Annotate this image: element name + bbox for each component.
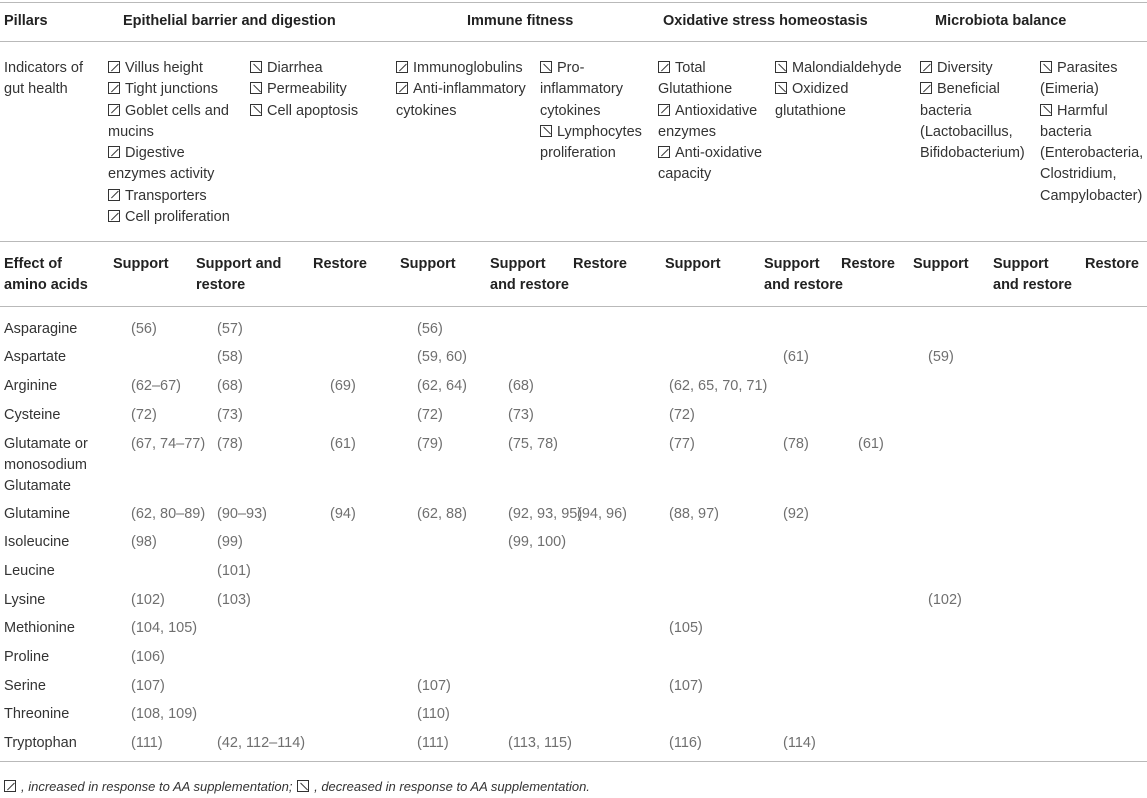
effect-column-header xyxy=(841,254,895,275)
amino-acid-name xyxy=(4,434,88,497)
effect-column-header xyxy=(1085,254,1139,275)
decrease-arrow-icon xyxy=(250,82,262,94)
effect-column-line1: Support xyxy=(764,256,820,272)
reference-cell: (79) xyxy=(417,436,443,452)
pillars-label: Pillars xyxy=(4,13,48,29)
reference-cell: (77) xyxy=(669,436,695,452)
indicator-text: (Enterobacteria, xyxy=(1040,145,1144,162)
indicator-line xyxy=(775,58,902,79)
effect-column-line1: Restore xyxy=(841,256,895,272)
effect-column-line1: Support xyxy=(400,256,456,272)
decrease-arrow-icon xyxy=(1040,61,1052,73)
indicator-text: Bifidobacterium) xyxy=(920,145,1025,162)
reference-cell: (110) xyxy=(417,706,450,722)
effect-column-header xyxy=(196,254,281,296)
effect-column-header xyxy=(313,254,367,275)
rule-pillars xyxy=(0,41,1147,42)
reference-cell: (94) xyxy=(330,506,356,522)
indicator-line xyxy=(658,143,762,164)
effect-label-1: Effect of xyxy=(4,256,62,272)
amino-acid-name-line: Aspartate xyxy=(4,349,67,365)
pillar-microbiota: Microbiota balance xyxy=(935,13,1067,29)
increase-arrow-icon xyxy=(108,82,120,94)
indicator-line xyxy=(108,79,230,100)
indicator-line xyxy=(540,101,642,122)
indicator-line xyxy=(250,79,358,100)
indicator-text: Cell proliferation xyxy=(125,209,230,226)
reference-cell: (61) xyxy=(783,349,809,365)
indicator-line xyxy=(396,58,526,79)
indicators-label-2: gut health xyxy=(4,81,68,97)
effect-column-header xyxy=(113,254,169,275)
amino-acid-name-line: Glutamine xyxy=(4,506,71,522)
reference-cell: (105) xyxy=(669,620,703,636)
effect-column-line2: restore xyxy=(196,277,246,293)
indicator-line xyxy=(920,79,1025,100)
indicator-text: capacity xyxy=(658,166,712,183)
reference-cell: (59) xyxy=(928,349,954,365)
footnote xyxy=(4,778,590,796)
rule-indicators xyxy=(0,241,1147,242)
amino-acid-name xyxy=(4,647,49,668)
indicator-text: Digestive xyxy=(125,145,185,162)
reference-cell: (72) xyxy=(417,407,443,423)
reference-cell: (78) xyxy=(217,436,243,452)
reference-cell: (101) xyxy=(217,563,251,579)
indicator-line xyxy=(108,143,230,164)
indicator-line xyxy=(1040,164,1143,185)
rule-top xyxy=(0,2,1147,3)
indicator-text: Tight junctions xyxy=(125,81,218,98)
amino-acid-name xyxy=(4,532,69,553)
amino-acid-name xyxy=(4,319,77,340)
amino-acid-name-line: Tryptophan xyxy=(4,735,77,751)
reference-cell: (106) xyxy=(131,649,165,665)
indicator-text: Goblet cells and xyxy=(125,102,229,119)
indicators-label-1: Indicators of xyxy=(4,60,83,76)
decrease-arrow-icon xyxy=(250,104,262,116)
effect-column-line2: and restore xyxy=(993,277,1072,293)
amino-acid-name xyxy=(4,376,57,397)
amino-acid-name-line: Lysine xyxy=(4,592,46,608)
reference-cell: (78) xyxy=(783,436,809,452)
amino-acid-name-line: Arginine xyxy=(4,378,58,394)
indicator-group xyxy=(540,58,642,164)
indicator-text: glutathione xyxy=(775,102,846,119)
reference-cell: (72) xyxy=(669,407,695,423)
reference-cell: (116) xyxy=(669,735,702,751)
indicator-line xyxy=(1040,122,1143,143)
amino-acid-name xyxy=(4,347,66,368)
indicator-text: Diversity xyxy=(937,60,993,76)
indicator-text: (Eimeria) xyxy=(1040,81,1099,98)
amino-acid-name-line: Isoleucine xyxy=(4,534,70,550)
indicator-line xyxy=(920,143,1025,164)
amino-acid-name xyxy=(4,561,55,582)
reference-cell: (75, 78) xyxy=(508,436,558,452)
pillar-epithelial: Epithelial barrier and digestion xyxy=(123,13,336,29)
effect-column-header xyxy=(764,254,843,296)
amino-acid-name-line: Cysteine xyxy=(4,407,61,423)
indicator-line xyxy=(658,164,762,185)
reference-cell: (114) xyxy=(783,735,816,751)
indicator-line xyxy=(658,58,762,79)
reference-cell: (98) xyxy=(131,534,157,550)
indicator-text: Anti-oxidative xyxy=(675,145,763,162)
indicator-line xyxy=(250,101,358,122)
indicator-line xyxy=(775,101,902,122)
indicator-text: enzymes xyxy=(658,123,717,140)
pillar-immune: Immune fitness xyxy=(467,13,574,29)
indicator-line xyxy=(108,164,230,185)
indicator-text: Pro- xyxy=(557,60,585,76)
amino-acid-name-line: Glutamate xyxy=(4,478,71,494)
indicator-group xyxy=(396,58,526,122)
indicator-group xyxy=(108,58,230,228)
indicator-text: cytokines xyxy=(540,102,601,119)
effect-column-line1: Support xyxy=(993,256,1049,272)
effect-column-line2: and restore xyxy=(490,277,569,293)
reference-cell: (111) xyxy=(417,735,449,751)
indicator-text: Villus height xyxy=(125,60,203,76)
indicator-line xyxy=(540,122,642,143)
effect-label-2: amino acids xyxy=(4,277,88,293)
effect-column-header xyxy=(665,254,721,275)
indicator-text: bacteria xyxy=(1040,123,1092,140)
indicator-text: cytokines xyxy=(396,102,457,119)
indicator-line xyxy=(1040,101,1143,122)
increase-arrow-icon xyxy=(920,61,932,73)
indicator-line xyxy=(108,58,230,79)
effect-column-line1: Restore xyxy=(573,256,627,272)
indicator-text: Transporters xyxy=(125,187,207,204)
indicator-text: bacteria xyxy=(920,102,972,119)
amino-acid-name xyxy=(4,733,77,754)
indicator-line xyxy=(1040,143,1143,164)
reference-cell: (92) xyxy=(783,506,809,522)
indicator-line xyxy=(108,207,230,228)
indicator-line xyxy=(1040,58,1143,79)
indicator-group xyxy=(658,58,762,186)
indicator-text: (Lactobacillus, xyxy=(920,123,1013,140)
footnote-decreased: , decreased in response to AA supplementation. xyxy=(314,779,590,794)
increase-arrow-icon xyxy=(108,210,120,222)
indicator-line xyxy=(540,58,642,79)
amino-acid-name xyxy=(4,618,75,639)
reference-cell: (58) xyxy=(217,349,243,365)
reference-cell: (88, 97) xyxy=(669,506,719,522)
reference-cell: (102) xyxy=(131,592,165,608)
amino-acid-name-line: Threonine xyxy=(4,706,70,722)
amino-acid-name xyxy=(4,676,46,697)
reference-cell: (103) xyxy=(217,592,251,608)
decrease-arrow-icon xyxy=(775,82,787,94)
indicator-text: Clostridium, xyxy=(1040,166,1117,183)
indicator-text: Parasites xyxy=(1057,60,1118,76)
rule-bottom xyxy=(0,761,1147,762)
effect-column-line1: Support xyxy=(665,256,721,272)
effect-column-line1: Support xyxy=(113,256,169,272)
indicator-line xyxy=(108,186,230,207)
increase-arrow-icon xyxy=(658,104,670,116)
indicator-line xyxy=(1040,79,1143,100)
amino-acid-name-line: Proline xyxy=(4,649,50,665)
amino-acid-name-line: Serine xyxy=(4,678,46,694)
increase-arrow-icon xyxy=(396,82,408,94)
indicator-text: inflammatory xyxy=(540,81,623,98)
indicator-text: mucins xyxy=(108,123,154,140)
effect-column-line1: Restore xyxy=(313,256,367,272)
reference-cell: (92, 93, 95) xyxy=(508,506,583,522)
indicator-line xyxy=(658,79,762,100)
effect-column-line2: and restore xyxy=(764,277,843,293)
reference-cell: (62, 88) xyxy=(417,506,467,522)
reference-cell: (73) xyxy=(217,407,243,423)
reference-cell: (99, 100) xyxy=(508,534,567,550)
increase-arrow-icon xyxy=(658,146,670,158)
amino-acid-name-line: Glutamate or xyxy=(4,436,88,452)
indicator-text: enzymes activity xyxy=(108,166,215,183)
reference-cell: (104, 105) xyxy=(131,620,198,636)
indicator-line xyxy=(396,101,526,122)
reference-cell: (62, 65, 70, 71) xyxy=(669,378,768,394)
indicator-text: Diarrhea xyxy=(267,60,323,76)
indicator-text: Cell apoptosis xyxy=(267,102,359,119)
decrease-arrow-icon xyxy=(540,61,552,73)
indicator-text: Oxidized xyxy=(792,81,849,98)
indicator-line xyxy=(658,101,762,122)
indicator-text: Lymphocytes xyxy=(557,123,642,140)
reference-cell: (56) xyxy=(417,321,443,337)
effect-column-line1: Support xyxy=(913,256,969,272)
effect-column-header xyxy=(490,254,569,296)
effect-column-header xyxy=(400,254,456,275)
indicator-text: Anti-inflammatory xyxy=(413,81,526,98)
increase-arrow-icon xyxy=(108,61,120,73)
effect-column-line1: Restore xyxy=(1085,256,1139,272)
indicator-line xyxy=(108,101,230,122)
reference-cell: (94, 96) xyxy=(577,506,627,522)
indicator-text: Immunoglobulins xyxy=(413,60,523,76)
reference-cell: (62–67) xyxy=(131,378,181,394)
indicator-line xyxy=(396,79,526,100)
indicator-group xyxy=(775,58,902,122)
amino-acid-name xyxy=(4,405,60,426)
reference-cell: (72) xyxy=(131,407,157,423)
indicator-text: Glutathione xyxy=(658,81,733,98)
indicator-line xyxy=(920,122,1025,143)
increase-arrow-icon xyxy=(396,61,408,73)
rule-effect-header xyxy=(0,306,1147,307)
decrease-arrow-icon xyxy=(775,61,787,73)
indicator-text: proliferation xyxy=(540,145,616,162)
indicator-text: Beneficial xyxy=(937,81,1000,98)
reference-cell: (107) xyxy=(131,678,165,694)
increase-arrow-icon xyxy=(4,780,16,792)
amino-acid-name xyxy=(4,704,69,725)
footnote-increased: , increased in response to AA supplementation; xyxy=(21,779,297,794)
amino-acid-name-line: Methionine xyxy=(4,620,75,636)
amino-acid-name-line: Leucine xyxy=(4,563,55,579)
indicator-group xyxy=(1040,58,1143,207)
reference-cell: (69) xyxy=(330,378,356,394)
effect-column-header xyxy=(913,254,969,275)
indicator-text: Harmful xyxy=(1057,102,1108,119)
reference-cell: (73) xyxy=(508,407,534,423)
reference-cell: (62, 64) xyxy=(417,378,467,394)
decrease-arrow-icon xyxy=(1040,104,1052,116)
reference-cell: (102) xyxy=(928,592,962,608)
amino-acid-name xyxy=(4,590,45,611)
amino-acid-name-line: Asparagine xyxy=(4,321,78,337)
reference-cell: (68) xyxy=(217,378,243,394)
decrease-arrow-icon xyxy=(297,780,309,792)
reference-cell: (113, 115) xyxy=(508,735,572,751)
increase-arrow-icon xyxy=(658,61,670,73)
indicator-group xyxy=(920,58,1025,164)
pillar-oxidative: Oxidative stress homeostasis xyxy=(663,13,868,29)
amino-acid-name-line: monosodium xyxy=(4,457,88,473)
increase-arrow-icon xyxy=(920,82,932,94)
reference-cell: (56) xyxy=(131,321,157,337)
amino-acid-name xyxy=(4,504,70,525)
indicator-text: Antioxidative xyxy=(675,102,758,119)
reference-cell: (42, 112–114) xyxy=(217,735,306,751)
reference-cell: (111) xyxy=(131,735,163,751)
indicator-line xyxy=(920,58,1025,79)
decrease-arrow-icon xyxy=(250,61,262,73)
indicator-text: Malondialdehyde xyxy=(792,60,902,76)
indicator-text: Permeability xyxy=(267,81,347,98)
increase-arrow-icon xyxy=(108,189,120,201)
indicator-line xyxy=(775,79,902,100)
indicator-line xyxy=(658,122,762,143)
indicator-text: Total xyxy=(675,60,706,76)
reference-cell: (61) xyxy=(858,436,884,452)
reference-cell: (62, 80–89) xyxy=(131,506,206,522)
reference-cell: (61) xyxy=(330,436,356,452)
reference-cell: (90–93) xyxy=(217,506,267,522)
reference-cell: (108, 109) xyxy=(131,706,198,722)
reference-cell: (107) xyxy=(669,678,703,694)
indicator-line xyxy=(540,79,642,100)
reference-cell: (107) xyxy=(417,678,451,694)
indicator-group xyxy=(250,58,358,122)
reference-cell: (57) xyxy=(217,321,243,337)
decrease-arrow-icon xyxy=(540,125,552,137)
effect-column-line1: Support and xyxy=(196,256,282,272)
indicator-line xyxy=(250,58,358,79)
reference-cell: (99) xyxy=(217,534,243,550)
increase-arrow-icon xyxy=(108,146,120,158)
indicator-line xyxy=(1040,186,1143,207)
indicator-line xyxy=(920,101,1025,122)
reference-cell: (67, 74–77) xyxy=(131,436,206,452)
effect-column-line1: Support xyxy=(490,256,546,272)
reference-cell: (59, 60) xyxy=(417,349,467,365)
effect-column-header xyxy=(573,254,627,275)
indicator-line xyxy=(540,143,642,164)
effect-column-header xyxy=(993,254,1072,296)
indicator-line xyxy=(108,122,230,143)
reference-cell: (68) xyxy=(508,378,534,394)
increase-arrow-icon xyxy=(108,104,120,116)
indicator-text: Campylobacter) xyxy=(1040,187,1143,204)
